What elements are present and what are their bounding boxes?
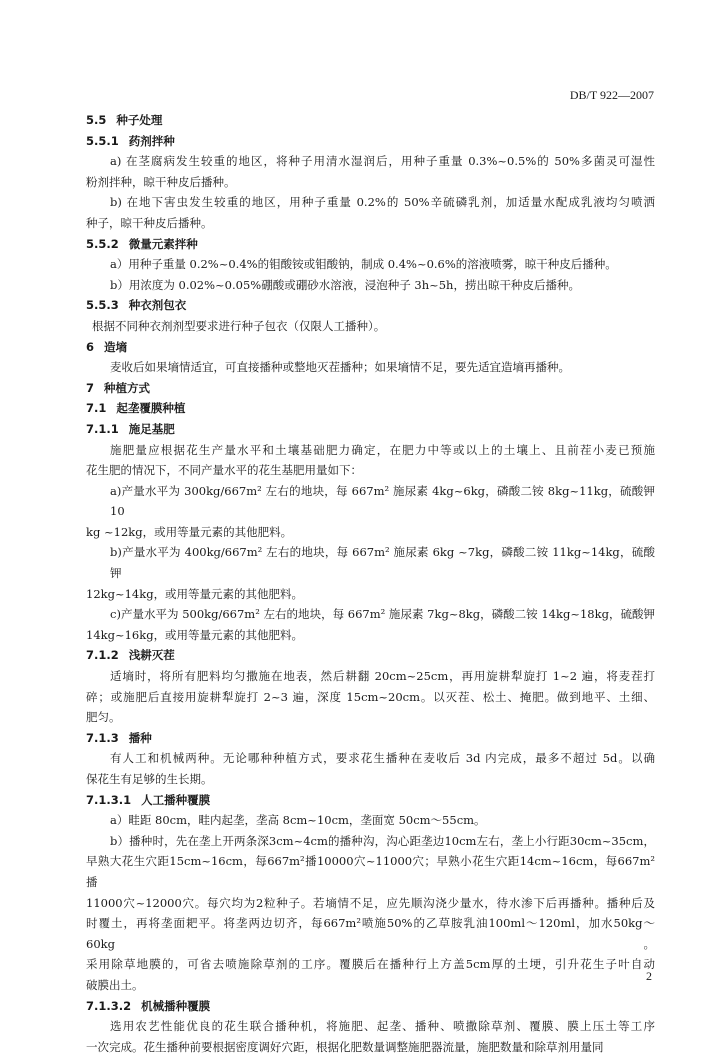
paragraph-line: b）用浓度为 0.02%~0.05%硼酸或硼砂水溶液，浸泡种子 3h~5h，捞出晾干种皮后播种。 [110, 277, 580, 292]
section-heading [86, 110, 655, 131]
paragraph-line: 肥匀。 [86, 710, 121, 725]
paragraph-line: 适墒时，将所有肥料均匀撒施在地表，然后耕翻 20cm~25cm，再用旋耕犁旋打 1~2 遍，将麦茬打 [110, 669, 655, 684]
section-number: 7.1.3.1 [86, 792, 132, 807]
paragraph-line: c)产量水平为 500kg/667m² 左右的地块，每 667m² 施尿素 7kg~8kg，磷酸二铵 14kg~18kg，硫酸钾 [110, 607, 655, 622]
paragraph-line: 12kg~14kg，或用等量元素的其他肥料。 [86, 586, 304, 601]
paragraph-line: 根据不同种衣剂剂型要求进行种子包衣（仅限人工播种）。 [92, 318, 386, 333]
section-heading [86, 337, 655, 358]
paragraph-line: 保花生有足够的生长期。 [86, 772, 213, 786]
paragraph-line: a) 在茎腐病发生较重的地区，将种子用清水湿润后，用种子重量 0.3%~0.5%的 50%多菌灵可湿性 [110, 154, 655, 169]
section-number: 7.1.3 [86, 730, 119, 745]
paragraph-line: 11000穴~12000穴。每穴均为2粒种子。若墒情不足，应先顺沟浇少量水，待水渗下后再播种。播种后及 [86, 895, 655, 910]
section-number: 7.1.3.2 [86, 998, 132, 1013]
paragraph-line: 花生肥的情况下，不同产量水平的花生基肥用量如下： [86, 463, 362, 478]
section-title: 浅耕灭茬 [128, 648, 175, 663]
paragraph-line: b）播种时，先在垄上开两条深3cm~4cm的播种沟，沟心距垄边10cm左右，垄上小行距30cm~35cm， [110, 833, 655, 848]
section-heading [86, 419, 655, 440]
section-title: 造墒 [104, 339, 128, 354]
paragraph-line: b)产量水平为 400kg/667m² 左右的地块，每 667m² 施尿素 6kg ~7kg，磷酸二铵 11kg~14kg，硫酸钾 [110, 545, 655, 581]
section-title: 起垄覆膜种植 [116, 401, 186, 416]
section-number: 7 [86, 380, 95, 395]
section-title: 种衣剂包衣 [128, 298, 187, 313]
section-number: 5.5.1 [86, 133, 119, 148]
section-number: 5.5.2 [86, 236, 119, 251]
section-heading [86, 790, 655, 811]
paragraph-line: 施肥量应根据花生产量水平和土壤基础肥力确定，在肥力中等或以上的土壤上、且前茬小麦已预施 [110, 442, 655, 457]
paragraph-line: 14kg~16kg，或用等量元素的其他肥料。 [86, 627, 304, 642]
paragraph-line: 采用除草地膜的，可省去喷施除草剂的工序。覆膜后在播种行上方盖5cm厚的土埂，引升花生子叶自动 [86, 957, 655, 972]
paragraph-line: 种子，晾干种皮后播种。 [86, 215, 213, 230]
document-body [86, 110, 655, 1057]
paragraph-line: 有人工和机械两种。无论哪种种植方式，要求花生播种在麦收后 3d 内完成，最多不超过 5d。以确 [110, 751, 655, 766]
paragraph-line: a)产量水平为 300kg/667m² 左右的地块，每 667m² 施尿素 4kg~6kg，磷酸二铵 8kg~11kg，硫酸钾 10 [110, 483, 655, 519]
paragraph-line: 碎；或施肥后直接用旋耕犁旋打 2~3 遍，深度 15cm~20cm。以灭茬、松土、掩肥。做到地平、土细、 [86, 689, 655, 704]
section-title: 种子处理 [116, 113, 163, 127]
section-title: 播种 [128, 730, 152, 745]
section-title: 种植方式 [104, 380, 151, 395]
section-heading [86, 234, 655, 255]
section-heading [86, 131, 655, 152]
paragraph-line: 麦收后如果墒情适宜，可直接播种或整地灭茬播种；如果墒情不足，要先适宜造墒再播种。 [110, 360, 570, 375]
paragraph-line: b) 在地下害虫发生较重的地区，用种子重量 0.2%的 50%辛硫磷乳剂，加适量水配成乳液均匀喷洒 [110, 195, 655, 210]
section-title: 机械播种覆膜 [141, 998, 211, 1013]
section-heading [86, 398, 655, 419]
paragraph-line: 选用农艺性能优良的花生联合播种机，将施肥、起垄、播种、喷撒除草剂、覆膜、膜上压土等工序 [110, 1019, 655, 1034]
section-number: 5.5.3 [86, 298, 119, 313]
section-number: 5.5 [86, 113, 107, 127]
section-title: 人工播种覆膜 [141, 792, 211, 807]
section-heading [86, 728, 655, 749]
section-heading [86, 378, 655, 399]
section-number: 6 [86, 339, 95, 354]
section-title: 微量元素拌种 [128, 236, 198, 251]
section-number: 7.1.1 [86, 421, 119, 436]
section-heading [86, 645, 655, 666]
section-number: 7.1.2 [86, 648, 119, 663]
section-title: 药剂拌种 [128, 133, 175, 148]
section-heading [86, 996, 655, 1017]
paragraph-line: 早熟大花生穴距15cm~16cm，每667m²播10000穴~11000穴；早熟小花生穴距14cm~16cm，每667m²播 [86, 854, 655, 889]
paragraph-line: 时覆土，再将垄面耙平。将垄两边切齐，每667m²喷施50%的乙草胺乳油100ml～120ml，加水50kg～60kg。 [86, 916, 655, 951]
paragraph-line: 一次完成。花生播种前要根据密度调好穴距，根据化肥数量调整施肥器流量，施肥数量和除草剂用量同 [86, 1039, 604, 1054]
page-number: 2 [646, 969, 652, 983]
paragraph-line: kg ~12kg，或用等量元素的其他肥料。 [86, 524, 293, 539]
standard-code: DB/T 922—2007 [569, 88, 654, 102]
paragraph-line: 破膜出土。 [86, 977, 144, 992]
section-title: 施足基肥 [128, 421, 175, 436]
section-number: 7.1 [86, 401, 107, 416]
paragraph-line: a）畦距 80cm，畦内起垄，垄高 8cm~10cm，垄面宽 50cm～55cm。 [110, 813, 486, 828]
paragraph-line: a）用种子重量 0.2%~0.4%的钼酸铵或钼酸钠，制成 0.4%~0.6%的溶液喷雾，晾干种皮后播种。 [110, 257, 617, 272]
paragraph-line: 粉剂拌种，晾干种皮后播种。 [86, 174, 236, 189]
section-heading [86, 295, 655, 316]
